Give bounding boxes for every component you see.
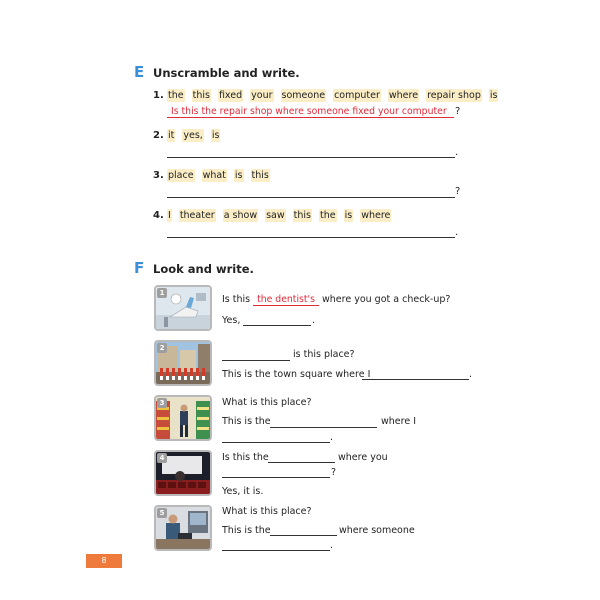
photo-number-badge: 4: [157, 453, 167, 463]
word-chip: where: [361, 210, 391, 221]
word-chip: repair shop: [427, 90, 481, 101]
f-item-3-where: where I: [381, 416, 416, 427]
e-item-2-answer-line[interactable]: [167, 157, 455, 158]
word-chip: the: [320, 210, 336, 221]
e-item-4-answer-line[interactable]: [167, 237, 455, 238]
theater-photo: [154, 450, 212, 496]
f-item-2-statement: This is the town square where I: [222, 369, 371, 380]
f-item-4-answer-line[interactable]: [222, 477, 330, 478]
f-item-1-answer: the dentist's: [253, 294, 319, 306]
repair-shop-photo: [154, 505, 212, 551]
f-item-5-question: What is this place?: [222, 506, 312, 517]
f-item-3-statement: This is the: [222, 416, 271, 427]
e-item-3-number: 3.: [153, 170, 164, 181]
word-chip: theater: [179, 210, 215, 221]
word-chip: fixed: [218, 90, 243, 101]
f-item-1-reply: Yes,: [222, 315, 241, 326]
e-item-3-answer-line[interactable]: [167, 197, 455, 198]
f-item-4-place-line[interactable]: [268, 462, 335, 463]
page-number: 8: [86, 554, 122, 568]
town-square-photo: [154, 340, 212, 386]
word-chip: this: [192, 90, 210, 101]
word-chip: is: [234, 170, 243, 181]
f-item-2-question: is this place?: [293, 349, 355, 360]
word-chip: a show: [223, 210, 258, 221]
word-chip: I: [168, 210, 171, 221]
dentist-office-photo: [154, 285, 212, 331]
e-item-3-end: ?: [455, 186, 461, 197]
e-item-4-end: .: [455, 227, 459, 238]
word-chip: it: [168, 130, 175, 141]
word-chip: is: [489, 90, 498, 101]
f-item-1-text-end: where you got a check-up?: [322, 294, 451, 305]
f-item-2-question-line[interactable]: [222, 360, 290, 361]
word-chip: place: [168, 170, 194, 181]
word-chip: someone: [281, 90, 326, 101]
f-item-1-text-start: Is this: [222, 294, 251, 305]
word-chip: computer: [334, 90, 380, 101]
e-item-4-words: [167, 210, 398, 221]
section-f-letter: F: [134, 259, 145, 277]
e-item-1-words: [167, 90, 505, 101]
photo-number-badge: 1: [157, 288, 167, 298]
e-item-2-words: [167, 130, 227, 141]
f-item-4-question-start: Is this the: [222, 452, 269, 463]
word-chip: the: [168, 90, 184, 101]
f-item-4-question-mid: where you: [338, 452, 388, 463]
e-item-2-number: 2.: [153, 130, 164, 141]
f-item-5-statement: This is the: [222, 525, 271, 536]
f-item-1-reply-line[interactable]: [243, 325, 311, 326]
f-item-3-question: What is this place?: [222, 397, 312, 408]
photo-number-badge: 5: [157, 508, 167, 518]
e-item-1-end: ?: [455, 106, 461, 117]
section-e-title: Unscramble and write.: [153, 66, 300, 80]
photo-number-badge: 2: [157, 343, 167, 353]
e-item-1-number: 1.: [153, 90, 164, 101]
word-chip: your: [251, 90, 273, 101]
f-item-2-answer-line[interactable]: [362, 379, 469, 380]
f-item-3-place-line[interactable]: [270, 427, 377, 428]
word-chip: saw: [266, 210, 285, 221]
word-chip: is: [211, 130, 220, 141]
word-chip: this: [251, 170, 269, 181]
f-item-1-reply-end: .: [312, 315, 316, 326]
f-item-5-answer-line[interactable]: [222, 550, 330, 551]
f-item-3-answer-line[interactable]: [222, 442, 330, 443]
word-chip: is: [344, 210, 353, 221]
supermarket-photo: [154, 395, 212, 441]
f-item-5-place-line[interactable]: [270, 535, 337, 536]
section-f-title: Look and write.: [153, 262, 254, 276]
e-item-2-end: .: [455, 147, 459, 158]
e-item-1-answer: Is this the repair shop where someone fixed your computer: [167, 106, 454, 118]
f-item-4-reply: Yes, it is.: [222, 486, 264, 497]
f-item-4-end: ?: [331, 467, 337, 478]
f-item-5-end: .: [330, 540, 334, 551]
word-chip: what: [202, 170, 226, 181]
f-item-3-end: .: [330, 432, 334, 443]
f-item-2-end: .: [469, 369, 473, 380]
e-item-4-number: 4.: [153, 210, 164, 221]
f-item-5-where: where someone: [339, 525, 415, 536]
section-e-letter: E: [134, 63, 145, 81]
word-chip: this: [293, 210, 311, 221]
word-chip: yes,: [183, 130, 203, 141]
e-item-3-words: [167, 170, 277, 181]
photo-number-badge: 3: [157, 398, 167, 408]
word-chip: where: [388, 90, 419, 101]
